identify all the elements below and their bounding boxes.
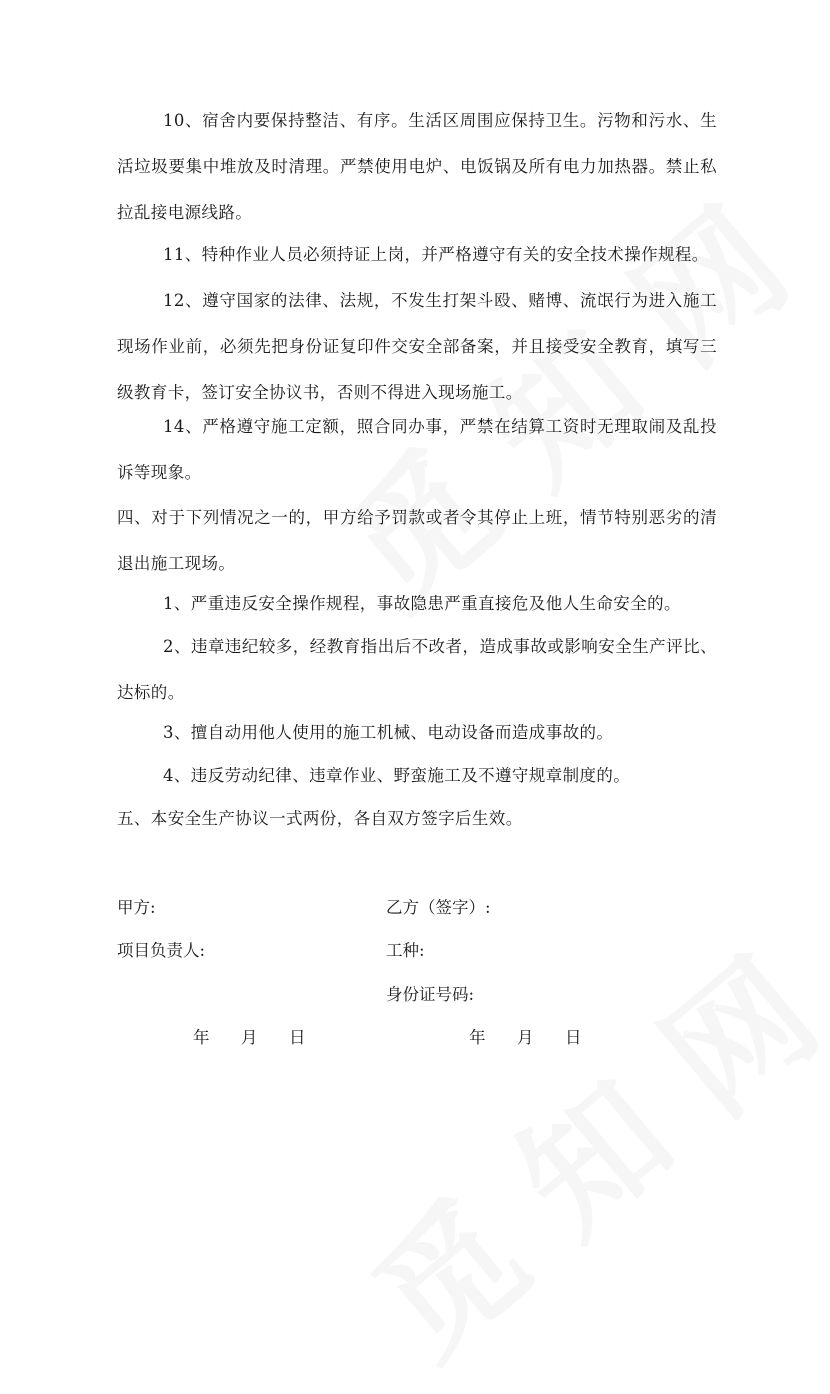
party-a-label: 甲方: bbox=[117, 898, 156, 917]
project-lead-label: 项目负责人: bbox=[117, 941, 206, 960]
clause-14: 14、严格遵守施工定额，照合同办事，严禁在结算工资时无理取闹及乱投诉等现象。 bbox=[117, 417, 717, 482]
penalty-item-3: 3、擅自动用他人使用的施工机械、电动设备而造成事故的。 bbox=[163, 723, 614, 742]
section-five-heading: 五、本安全生产协议一式两份，各自双方签字后生效。 bbox=[117, 809, 523, 828]
work-type-label: 工种: bbox=[386, 941, 425, 960]
watermark bbox=[326, 907, 830, 1394]
penalty-item-1: 1、严重违反安全操作规程，事故隐患严重直接危及他人生命安全的。 bbox=[163, 594, 681, 613]
party-b-date: 年 月 日 bbox=[469, 1028, 582, 1047]
id-number-label: 身份证号码: bbox=[386, 985, 475, 1004]
clause-12: 12、遵守国家的法律、法规，不发生打架斗殴、赌博、流氓行为进入施工现场作业前，必须先把身份证复印件交安全部备案，并且接受安全教育，填写三级教育卡，签订安全协议书，否则不得进入现场施工。 bbox=[117, 291, 717, 402]
penalty-item-2: 2、违章违纪较多，经教育指出后不改者，造成事故或影响安全生产评比、达标的。 bbox=[117, 637, 717, 702]
clause-10: 10、宿舍内要保持整洁、有序。生活区周围应保持卫生。污物和污水、生活垃圾要集中堆放及时清理。严禁使用电炉、电饭锅及所有电力加热器。禁止私拉乱接电源线路。 bbox=[117, 111, 717, 222]
party-b-signature-label: 乙方（签字）: bbox=[386, 898, 491, 917]
party-a-date: 年 月 日 bbox=[193, 1028, 306, 1047]
clause-11: 11、特种作业人员必须持证上岗，并严格遵守有关的安全技术操作规程。 bbox=[163, 245, 709, 264]
penalty-item-4: 4、违反劳动纪律、违章作业、野蛮施工及不遵守规章制度的。 bbox=[163, 766, 631, 785]
section-four-heading: 四、对于下列情况之一的，甲方给予罚款或者令其停止上班，情节特别恶劣的清退出施工现场。 bbox=[117, 508, 717, 573]
